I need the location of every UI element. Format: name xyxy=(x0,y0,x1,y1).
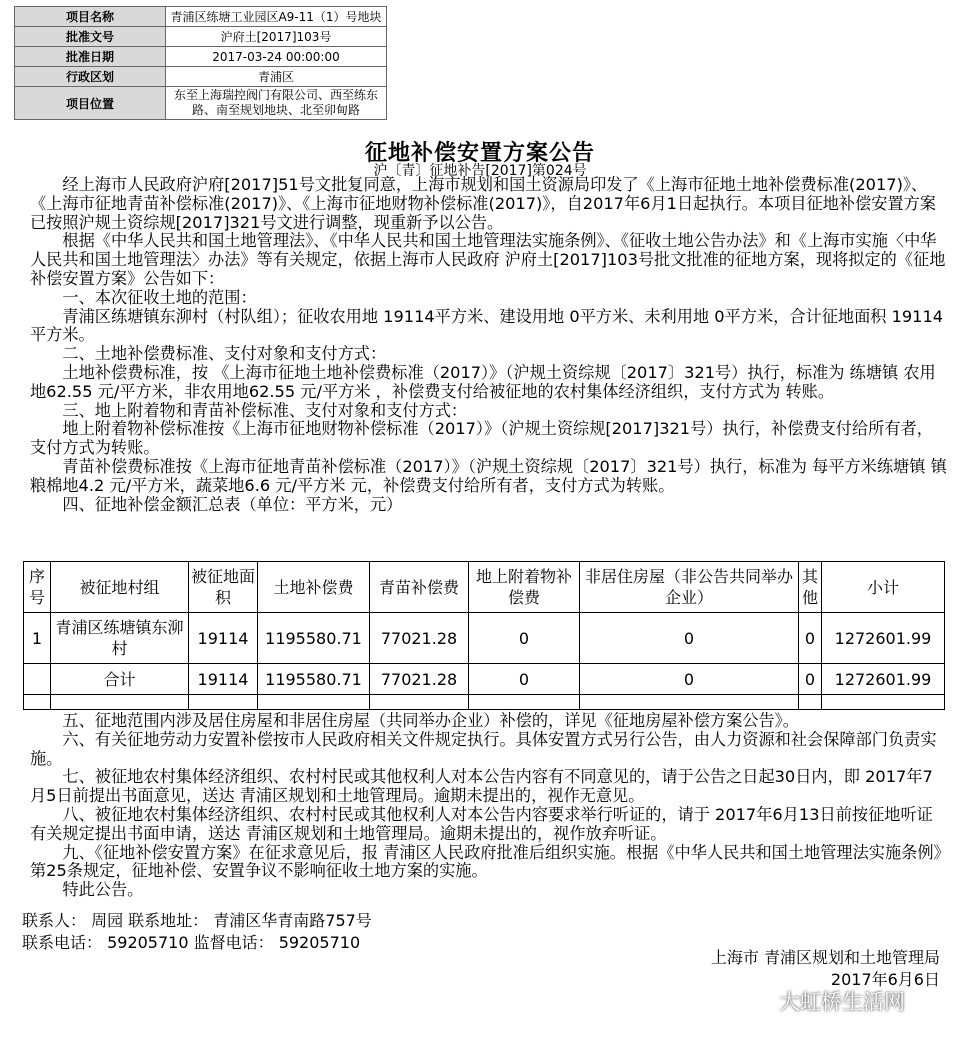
table-header: 土地补偿费 xyxy=(258,562,370,613)
table-header: 被征地村组 xyxy=(51,562,189,613)
section-heading: 三、地上附着物和青苗补偿标准、支付对象和支付方式： xyxy=(62,400,468,420)
info-value: 青浦区 xyxy=(166,67,387,87)
paragraph: 七、被征地农村集体经济组织、农村村民或其他权利人对本公告内容有不同意见的，请于公告之日起30日内，即 2017年7月5日前提出书面意见，送达 青浦区规划和土地管理局。逾期未提出的，视作无意见。 xyxy=(30,767,933,806)
table-cell: 1 xyxy=(24,613,51,664)
info-key: 项目名称 xyxy=(15,7,166,27)
contact-phones: 联系电话： 59205710 监督电话： 59205710 xyxy=(22,933,361,952)
table-cell: 1195580.71 xyxy=(258,664,370,695)
info-row xyxy=(15,7,387,27)
contact-info xyxy=(22,910,372,954)
table-header: 非居住房屋（非公告共同举办企业） xyxy=(580,562,799,613)
info-value: 东至上海瑞控阀门有限公司、西至练东路、南至规划地块、北至卯甸路 xyxy=(166,87,387,120)
notice-body-top xyxy=(30,176,948,514)
wechat-icon xyxy=(735,986,773,1016)
info-value: 青浦区练塘工业园区A9-11（1）号地块 xyxy=(166,7,387,27)
paragraph: 九、《征地补偿安置方案》在征求意见后，报 青浦区人民政府批准后组织实施。根据《中华人民共和国土地管理法实施条例》第25条规定，征地补偿、安置争议不影响征收土地方案的实施。 xyxy=(30,842,942,881)
table-header: 地上附着物补偿费 xyxy=(469,562,580,613)
table-cell: 1272601.99 xyxy=(822,613,945,664)
table-row xyxy=(24,613,945,664)
section-heading: 四、征地补偿金额汇总表（单位：平方米，元） xyxy=(62,494,403,514)
table-cell: 0 xyxy=(799,613,822,664)
info-key: 批准文号 xyxy=(15,27,166,47)
table-cell: 0 xyxy=(580,664,799,695)
paragraph: 五、征地范围内涉及居住房屋和非居住房屋（共同举办企业）补偿的，详见《征地房屋补偿方案公告》。 xyxy=(62,711,799,730)
closing-line: 特此公告。 xyxy=(62,880,144,900)
table-header-row xyxy=(24,562,945,613)
table-cell: 青浦区练塘镇东泖村 xyxy=(51,613,189,664)
info-key: 项目位置 xyxy=(15,87,166,120)
contact-person-address: 联系人： 周园 联系地址： 青浦区华青南路757号 xyxy=(22,911,372,930)
paragraph: 八、被征地农村集体经济组织、农村村民或其他权利人对本公告内容要求举行听证的，请于 2017年6月13日前按征地听证有关规定提出书面申请，送达 青浦区规划和土地管理局。逾期未提出的，视作放弃听证。 xyxy=(30,804,933,843)
info-key: 行政区划 xyxy=(15,67,166,87)
paragraph: 六、有关征地劳动力安置补偿按市人民政府相关文件规定执行。具体安置方式另行公告，由人力资源和社会保障部门负责实施。 xyxy=(30,729,937,768)
section-heading: 一、本次征收土地的范围： xyxy=(62,287,257,307)
table-cell: 77021.28 xyxy=(370,664,469,695)
table-cell: 19114 xyxy=(189,664,258,695)
paragraph: 根据《中华人民共和国土地管理法》、《中华人民共和国土地管理法实施条例》、《征收土地公告办法》和《上海市实施〈中华人民共和国土地管理法〉办法》等有关规定，依据上海市人民政府 沪府土[2017]103号批文批准的征地方案，现将拟定的《征地补偿安置方案》公告如下： xyxy=(30,231,946,288)
table-cell: 77021.28 xyxy=(370,613,469,664)
paragraph: 地上附着物补偿标准按《上海市征地财物补偿标准（2017）》（沪规土资综规[2017]321号）执行，补偿费支付给所有者，支付方式为转账。 xyxy=(30,419,933,458)
info-value: 沪府土[2017]103号 xyxy=(166,27,387,47)
table-cell: 合计 xyxy=(51,664,189,695)
watermark xyxy=(735,986,905,1016)
table-cell: 1272601.99 xyxy=(822,664,945,695)
table-cell: 0 xyxy=(799,664,822,695)
table-cell: 1195580.71 xyxy=(258,613,370,664)
document-number: 沪〔青〕征地补告[2017]第024号 xyxy=(373,163,587,179)
table-header: 序号 xyxy=(24,562,51,613)
signature-block xyxy=(711,947,940,991)
issue-date: 2017年6月6日 xyxy=(830,970,940,989)
table-cell: 0 xyxy=(469,613,580,664)
info-row xyxy=(15,67,387,87)
compensation-table xyxy=(23,561,945,710)
paragraph: 青苗补偿费标准按《上海市征地青苗补偿标准（2017）》（沪规土资综规〔2017〕321号）执行，标准为 每平方米练塘镇 镇粮棉地4.2 元/平方米，蔬菜地6.6 元/平方米 元，补偿费支付给所有者，支付方式为转账。 xyxy=(30,456,947,495)
table-header: 小计 xyxy=(822,562,945,613)
project-info-table xyxy=(14,6,387,120)
table-cell xyxy=(24,664,51,695)
section-heading: 二、土地补偿费标准、支付对象和支付方式： xyxy=(62,344,387,364)
table-empty-row xyxy=(24,695,945,710)
info-row xyxy=(15,47,387,67)
table-header: 其他 xyxy=(799,562,822,613)
info-value: 2017-03-24 00:00:00 xyxy=(166,47,387,67)
table-header: 被征地面积 xyxy=(189,562,258,613)
table-cell: 0 xyxy=(580,613,799,664)
info-row xyxy=(15,27,387,47)
notice-title: 征地补偿安置方案公告 xyxy=(364,141,595,166)
table-total-row xyxy=(24,664,945,695)
paragraph: 土地补偿费标准，按 《上海市征地土地补偿费标准（2017）》（沪规土资综规〔2017〕321号）执行，标准为 练塘镇 农用地62.55 元/平方米，非农用地62.55 元/平方米 ，补偿费支付给被征地的农村集体经济组织，支付方式为 转账。 xyxy=(30,362,936,401)
table-header: 青苗补偿费 xyxy=(370,562,469,613)
watermark-text: 大虹桥生活网 xyxy=(779,990,905,1014)
issuing-organization: 上海市 青浦区规划和土地管理局 xyxy=(710,948,940,967)
paragraph: 青浦区练塘镇东泖村（村队组）；征收农用地 19114平方米、建设用地 0平方米、未利用地 0平方米，合计征地面积 19114平方米。 xyxy=(30,306,944,345)
table-cell: 0 xyxy=(469,664,580,695)
table-cell: 19114 xyxy=(189,613,258,664)
paragraph: 经上海市人民政府沪府[2017]51号文批复同意，上海市规划和国土资源局印发了《上海市征地土地补偿费标准(2017)》、《上海市征地青苗补偿标准(2017)》、《上海市征地财物补偿标准(2017)》，自2017年6月1日起执行。本项目征地补偿安置方案已按照沪规土资综规[2017]321号文进行调整，现重新予以公告。 xyxy=(30,175,936,232)
notice-body-bottom xyxy=(30,712,948,900)
info-row xyxy=(15,87,387,120)
info-key: 批准日期 xyxy=(15,47,166,67)
